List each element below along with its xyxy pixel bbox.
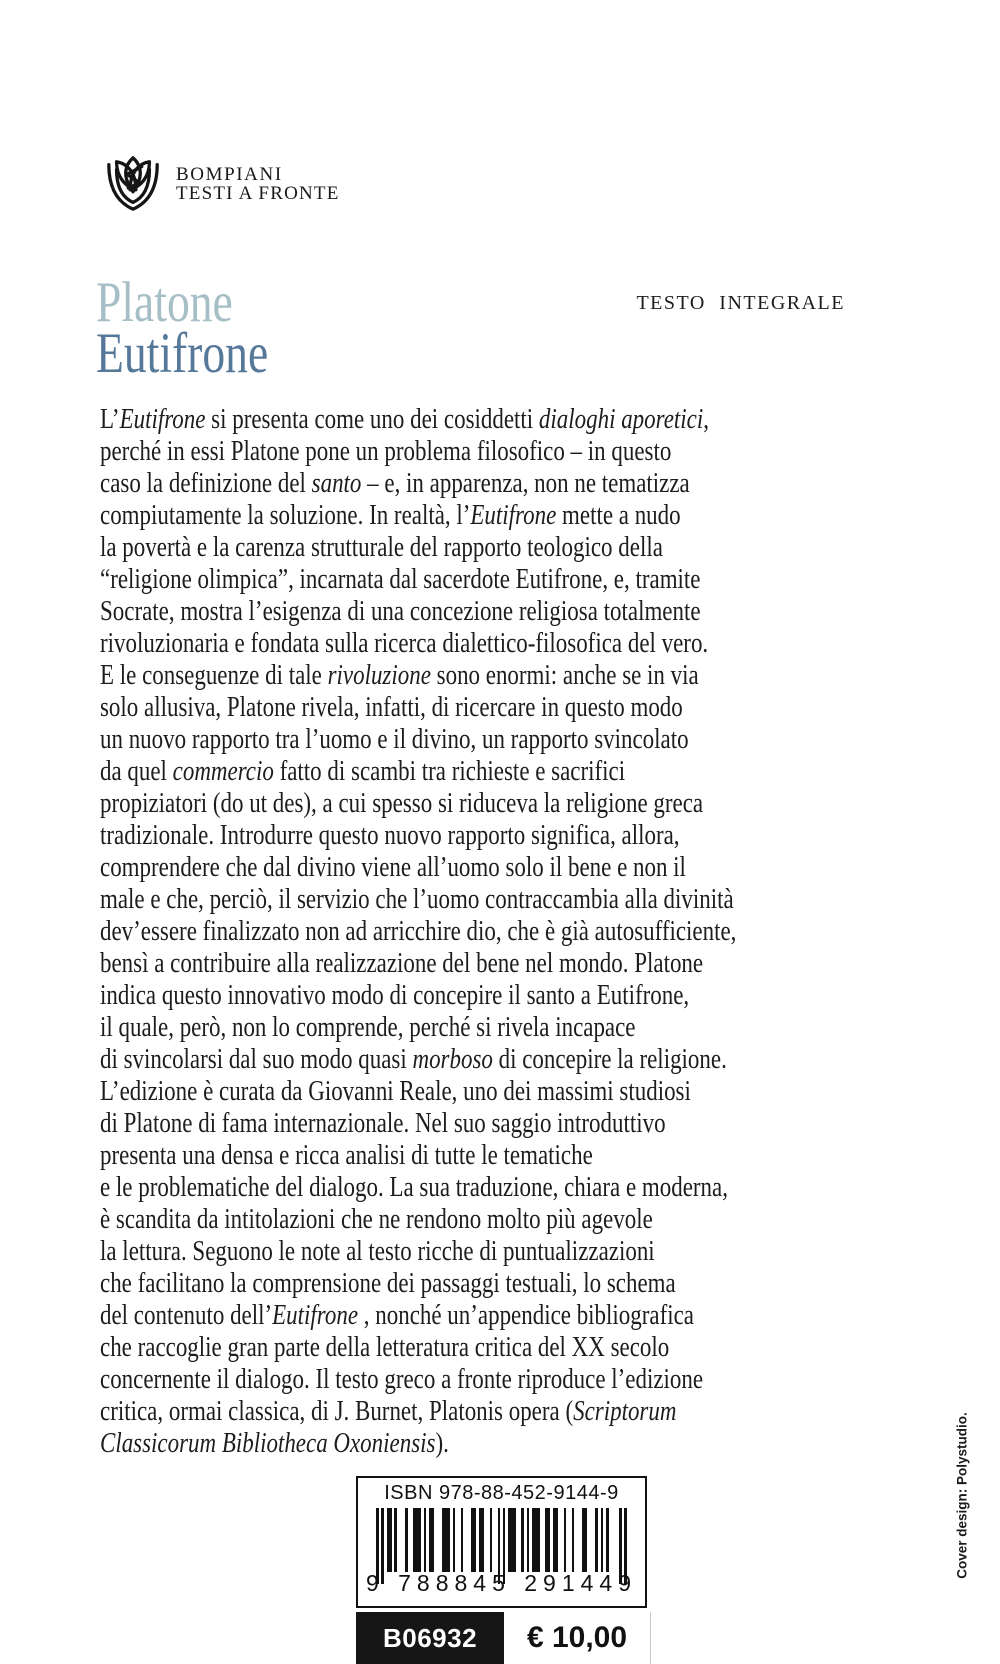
work-title: Eutifrone (96, 322, 269, 385)
body-line: che facilitano la comprensione dei passaggi testuali, lo schema (100, 1268, 676, 1299)
body-line: perché in essi Platone pone un problema filosofico – in questo (100, 436, 672, 467)
body-line: indica questo innovativo modo di concepire il santo a Eutifrone, (100, 980, 690, 1011)
ean-digit-group: 291449 (524, 1570, 637, 1596)
barcode-bar (429, 1508, 434, 1572)
barcode-bar (461, 1508, 464, 1572)
barcode-bar (490, 1508, 493, 1572)
ean-digit-group: 9 (366, 1570, 385, 1596)
body-line: Classicorum Bibliotheca Oxoniensis). (100, 1428, 449, 1459)
barcode-bar (479, 1508, 484, 1572)
barcode-bar (471, 1508, 476, 1572)
barcode-bar (387, 1508, 392, 1572)
body-line: concernente il dialogo. Il testo greco a fronte riproduce l’edizione (100, 1364, 704, 1395)
barcode-bar (564, 1508, 567, 1572)
barcode-bar (572, 1508, 575, 1572)
body-line: compiutamente la soluzione. In realtà, l’Eutifrone mette a nudo (100, 500, 681, 531)
barcode-bar (601, 1508, 604, 1572)
body-line: rivoluzionaria e fondata sulla ricerca dialettico-filosofica del vero. (100, 628, 709, 659)
barcode-bar (424, 1508, 427, 1572)
edition-badge: TESTO INTEGRALE (636, 292, 845, 314)
ean-digit-group: 788845 (398, 1570, 511, 1596)
body-line: L’edizione è curata da Giovanni Reale, uno dei massimi studiosi (100, 1076, 691, 1107)
barcode-bar (521, 1508, 524, 1572)
body-line: è scandita da intitolazioni che ne rendono molto più agevole (100, 1204, 653, 1235)
body-line: caso la definizione del santo – e, in apparenza, non ne tematizza (100, 468, 690, 499)
body-text (100, 404, 736, 1460)
cover-design-credit: Cover design: Polystudio. (954, 1412, 970, 1579)
body-line: presenta una densa e ricca analisi di tutte le tematiche (100, 1140, 593, 1171)
body-line: tradizionale. Introdurre questo nuovo rapporto significa, allora, (100, 820, 680, 851)
body-line: solo allusiva, Platone rivela, infatti, di ricercare in questo modo (100, 692, 683, 723)
isbn-label: ISBN 978-88-452-9144-9 (384, 1482, 619, 1504)
barcode-bar (553, 1508, 558, 1572)
body-line: il quale, però, non lo comprende, perché si rivela incapace (100, 1012, 636, 1043)
body-line: bensì a contribuire alla realizzazione del bene nel mondo. Platone (100, 948, 704, 979)
barcode-bar (532, 1508, 540, 1572)
price-strip (356, 1612, 651, 1664)
publisher-block (176, 165, 340, 203)
body-line: la povertà e la carenza strutturale del rapporto teologico della (100, 532, 663, 563)
barcode-bar (508, 1508, 516, 1572)
body-line: da quel commercio fatto di scambi tra richieste e sacrifici (100, 756, 626, 787)
barcode-bar (527, 1508, 530, 1572)
publisher-name: BOMPIANI (176, 164, 283, 185)
barcode-bar (582, 1508, 587, 1572)
body-line: e le problematiche del dialogo. La sua traduzione, chiara e moderna, (100, 1172, 728, 1203)
barcode-bar (453, 1508, 456, 1572)
body-line: del contenuto dell’Eutifrone , nonché un’appendice bibliografica (100, 1300, 695, 1331)
series-name: TESTI A FRONTE (176, 183, 340, 204)
barcode-bar (413, 1508, 421, 1572)
body-line: male e che, perciò, il servizio che l’uomo contraccambia alla divinità (100, 884, 734, 915)
body-line: L’Eutifrone si presenta come uno dei cosiddetti dialoghi aporetici, (100, 404, 709, 435)
barcode-bar (405, 1508, 408, 1572)
body-line: “religione olimpica”, incarnata dal sacerdote Eutifrone, e, tramite (100, 564, 701, 595)
body-line: che raccoglie gran parte della letteratura critica del XX secolo (100, 1332, 670, 1363)
body-line: propiziatori (do ut des), a cui spesso si riduceva la religione greca (100, 788, 704, 819)
body-line: comprendere che dal divino viene all’uomo solo il bene e non il (100, 852, 686, 883)
body-line: Socrate, mostra l’esigenza di una concezione religiosa totalmente (100, 596, 701, 627)
body-line: critica, ormai classica, di J. Burnet, Platonis opera (Scriptorum (100, 1396, 677, 1427)
body-line: di Platone di fama internazionale. Nel suo saggio introduttivo (100, 1108, 666, 1139)
barcode-bar (442, 1508, 450, 1572)
body-line: un nuovo rapporto tra l’uomo e il divino, un rapporto svincolato (100, 724, 689, 755)
body-line: la lettura. Seguono le note al testo ricche di puntualizzazioni (100, 1236, 655, 1267)
barcode-bar (545, 1508, 550, 1572)
title-block (96, 271, 269, 385)
catalog-code: B06932 (356, 1612, 504, 1664)
barcode-box (356, 1476, 647, 1608)
body-line: di svincolarsi dal suo modo quasi morboso di concepire la religione. (100, 1044, 727, 1075)
barcode-bar (394, 1508, 397, 1572)
author-name: Platone (96, 271, 233, 334)
barcode-bar (606, 1508, 609, 1572)
bompiani-flower-icon (102, 154, 164, 219)
body-line: dev’essere finalizzato non ad arricchire dio, che è già autosufficiente, (100, 916, 737, 947)
ean-digits (366, 1570, 637, 1597)
price: € 10,00 (504, 1612, 651, 1664)
body-line: E le conseguenze di tale rivoluzione sono enormi: anche se in via (100, 660, 699, 691)
barcode-bar (595, 1508, 598, 1572)
